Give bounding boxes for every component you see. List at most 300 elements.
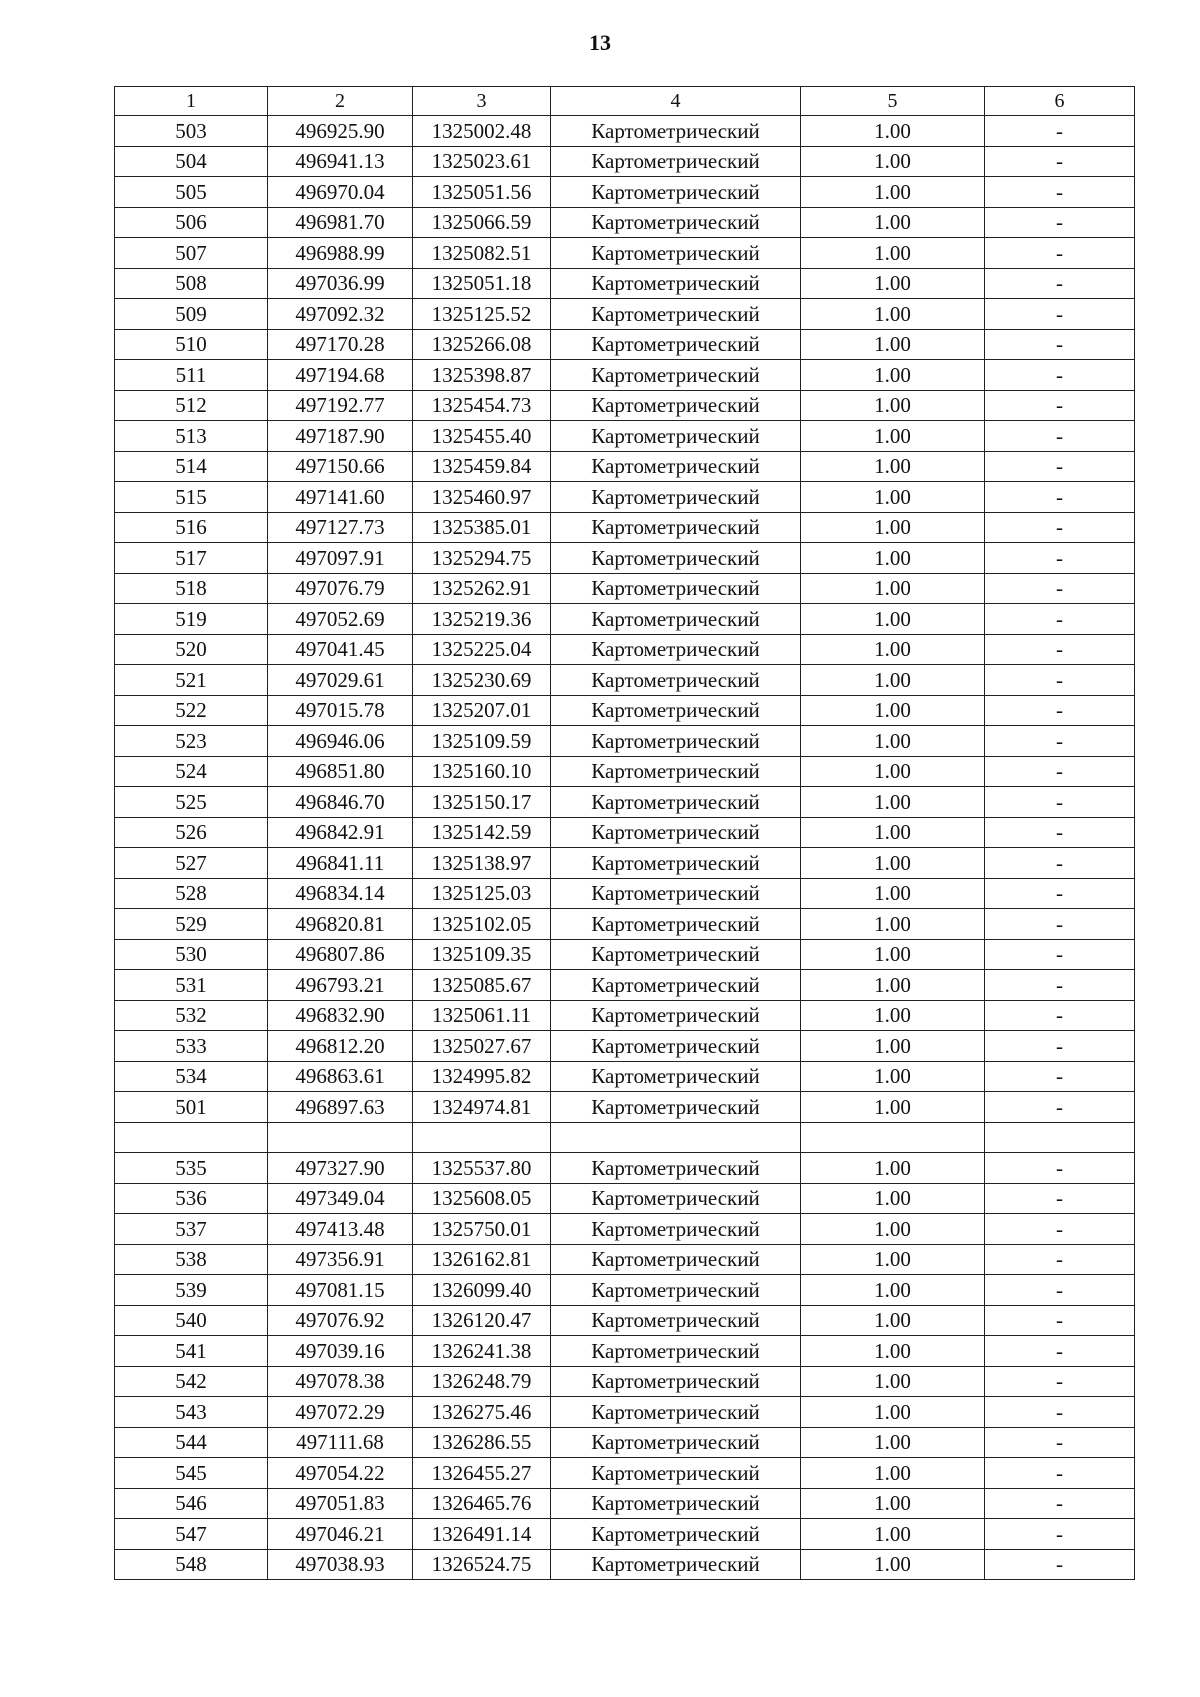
description-cell: - bbox=[985, 1092, 1135, 1123]
y-coordinate-cell: 1325207.01 bbox=[413, 695, 551, 726]
method-cell: Картометрический bbox=[551, 451, 801, 482]
method-cell: Картометрический bbox=[551, 1183, 801, 1214]
y-coordinate-cell: 1325027.67 bbox=[413, 1031, 551, 1062]
description-cell: - bbox=[985, 1183, 1135, 1214]
accuracy-cell: 1.00 bbox=[801, 207, 985, 238]
point-number-cell: 548 bbox=[115, 1549, 268, 1580]
x-coordinate-cell: 497170.28 bbox=[268, 329, 413, 360]
point-number-cell: 510 bbox=[115, 329, 268, 360]
accuracy-cell: 1.00 bbox=[801, 421, 985, 452]
x-coordinate-cell: 496812.20 bbox=[268, 1031, 413, 1062]
accuracy-cell: 1.00 bbox=[801, 1488, 985, 1519]
accuracy-cell: 1.00 bbox=[801, 1000, 985, 1031]
x-coordinate-cell: 496841.11 bbox=[268, 848, 413, 879]
description-cell: - bbox=[985, 1061, 1135, 1092]
description-cell: - bbox=[985, 1275, 1135, 1306]
method-cell: Картометрический bbox=[551, 512, 801, 543]
accuracy-cell: 1.00 bbox=[801, 451, 985, 482]
description-cell: - bbox=[985, 482, 1135, 513]
point-number-cell: 520 bbox=[115, 634, 268, 665]
y-coordinate-cell: 1325051.56 bbox=[413, 177, 551, 208]
method-cell: Картометрический bbox=[551, 1214, 801, 1245]
table-row bbox=[115, 543, 1135, 574]
point-number-cell: 540 bbox=[115, 1305, 268, 1336]
accuracy-cell: 1.00 bbox=[801, 665, 985, 696]
description-cell: - bbox=[985, 878, 1135, 909]
y-coordinate-cell: 1326524.75 bbox=[413, 1549, 551, 1580]
method-cell: Картометрический bbox=[551, 848, 801, 879]
point-number-cell: 508 bbox=[115, 268, 268, 299]
coordinates-table bbox=[114, 86, 1135, 1580]
method-cell: Картометрический bbox=[551, 787, 801, 818]
point-number-cell: 547 bbox=[115, 1519, 268, 1550]
point-number-cell: 503 bbox=[115, 116, 268, 147]
accuracy-cell: 1.00 bbox=[801, 543, 985, 574]
y-coordinate-cell: 1325082.51 bbox=[413, 238, 551, 269]
page-number: 13 bbox=[589, 30, 611, 55]
method-cell: Картометрический bbox=[551, 1397, 801, 1428]
point-number-cell: 525 bbox=[115, 787, 268, 818]
description-cell: - bbox=[985, 360, 1135, 391]
point-number-cell: 530 bbox=[115, 939, 268, 970]
column-header: 2 bbox=[268, 87, 413, 116]
accuracy-cell: 1.00 bbox=[801, 1092, 985, 1123]
point-number-cell: 526 bbox=[115, 817, 268, 848]
description-cell: - bbox=[985, 604, 1135, 635]
table-row bbox=[115, 1061, 1135, 1092]
y-coordinate-cell: 1326491.14 bbox=[413, 1519, 551, 1550]
point-number-cell: 521 bbox=[115, 665, 268, 696]
description-cell: - bbox=[985, 1488, 1135, 1519]
y-coordinate-cell: 1326455.27 bbox=[413, 1458, 551, 1489]
y-coordinate-cell: 1325138.97 bbox=[413, 848, 551, 879]
table-row bbox=[115, 329, 1135, 360]
y-coordinate-cell: 1326120.47 bbox=[413, 1305, 551, 1336]
y-coordinate-cell: 1325398.87 bbox=[413, 360, 551, 391]
description-cell: - bbox=[985, 512, 1135, 543]
table-row bbox=[115, 421, 1135, 452]
x-coordinate-cell: 497192.77 bbox=[268, 390, 413, 421]
y-coordinate-cell: 1324974.81 bbox=[413, 1092, 551, 1123]
description-cell: - bbox=[985, 1214, 1135, 1245]
point-number-cell: 538 bbox=[115, 1244, 268, 1275]
method-cell: Картометрический bbox=[551, 1488, 801, 1519]
y-coordinate-cell: 1325460.97 bbox=[413, 482, 551, 513]
y-coordinate-cell: 1324995.82 bbox=[413, 1061, 551, 1092]
x-coordinate-cell: 496793.21 bbox=[268, 970, 413, 1001]
x-coordinate-cell: 496941.13 bbox=[268, 146, 413, 177]
y-coordinate-cell: 1325102.05 bbox=[413, 909, 551, 940]
accuracy-cell: 1.00 bbox=[801, 146, 985, 177]
accuracy-cell bbox=[801, 1122, 985, 1153]
x-coordinate-cell: 497041.45 bbox=[268, 634, 413, 665]
table-row bbox=[115, 116, 1135, 147]
method-cell: Картометрический bbox=[551, 1000, 801, 1031]
table-header-row bbox=[115, 87, 1135, 116]
table-row bbox=[115, 299, 1135, 330]
table-row bbox=[115, 1549, 1135, 1580]
method-cell: Картометрический bbox=[551, 238, 801, 269]
method-cell: Картометрический bbox=[551, 1519, 801, 1550]
accuracy-cell: 1.00 bbox=[801, 1549, 985, 1580]
point-number-cell: 522 bbox=[115, 695, 268, 726]
method-cell: Картометрический bbox=[551, 146, 801, 177]
accuracy-cell: 1.00 bbox=[801, 756, 985, 787]
y-coordinate-cell: 1325002.48 bbox=[413, 116, 551, 147]
description-cell: - bbox=[985, 329, 1135, 360]
point-number-cell: 524 bbox=[115, 756, 268, 787]
description-cell: - bbox=[985, 146, 1135, 177]
x-coordinate-cell: 497141.60 bbox=[268, 482, 413, 513]
y-coordinate-cell: 1325454.73 bbox=[413, 390, 551, 421]
description-cell: - bbox=[985, 726, 1135, 757]
method-cell: Картометрический bbox=[551, 665, 801, 696]
method-cell bbox=[551, 1122, 801, 1153]
table-row bbox=[115, 756, 1135, 787]
x-coordinate-cell: 496863.61 bbox=[268, 1061, 413, 1092]
accuracy-cell: 1.00 bbox=[801, 573, 985, 604]
y-coordinate-cell: 1325266.08 bbox=[413, 329, 551, 360]
y-coordinate-cell: 1325066.59 bbox=[413, 207, 551, 238]
x-coordinate-cell: 496842.91 bbox=[268, 817, 413, 848]
description-cell: - bbox=[985, 116, 1135, 147]
method-cell: Картометрический bbox=[551, 1275, 801, 1306]
method-cell: Картометрический bbox=[551, 360, 801, 391]
point-number-cell: 539 bbox=[115, 1275, 268, 1306]
y-coordinate-cell: 1325109.59 bbox=[413, 726, 551, 757]
table-row bbox=[115, 1397, 1135, 1428]
method-cell: Картометрический bbox=[551, 817, 801, 848]
accuracy-cell: 1.00 bbox=[801, 116, 985, 147]
method-cell: Картометрический bbox=[551, 421, 801, 452]
table-row bbox=[115, 1000, 1135, 1031]
y-coordinate-cell: 1325608.05 bbox=[413, 1183, 551, 1214]
method-cell: Картометрический bbox=[551, 1458, 801, 1489]
x-coordinate-cell: 497127.73 bbox=[268, 512, 413, 543]
description-cell: - bbox=[985, 1458, 1135, 1489]
point-number-cell: 523 bbox=[115, 726, 268, 757]
y-coordinate-cell: 1325294.75 bbox=[413, 543, 551, 574]
accuracy-cell: 1.00 bbox=[801, 909, 985, 940]
table-row bbox=[115, 1366, 1135, 1397]
accuracy-cell: 1.00 bbox=[801, 1214, 985, 1245]
point-number-cell: 546 bbox=[115, 1488, 268, 1519]
column-header: 6 bbox=[985, 87, 1135, 116]
point-number-cell: 507 bbox=[115, 238, 268, 269]
y-coordinate-cell: 1325125.03 bbox=[413, 878, 551, 909]
description-cell: - bbox=[985, 1305, 1135, 1336]
accuracy-cell: 1.00 bbox=[801, 360, 985, 391]
table-row bbox=[115, 604, 1135, 635]
point-number-cell: 533 bbox=[115, 1031, 268, 1062]
table-row bbox=[115, 1122, 1135, 1153]
accuracy-cell: 1.00 bbox=[801, 1183, 985, 1214]
accuracy-cell: 1.00 bbox=[801, 787, 985, 818]
x-coordinate-cell: 497015.78 bbox=[268, 695, 413, 726]
x-coordinate-cell: 497092.32 bbox=[268, 299, 413, 330]
description-cell: - bbox=[985, 1031, 1135, 1062]
y-coordinate-cell: 1325150.17 bbox=[413, 787, 551, 818]
description-cell: - bbox=[985, 1153, 1135, 1184]
description-cell: - bbox=[985, 177, 1135, 208]
accuracy-cell: 1.00 bbox=[801, 1427, 985, 1458]
point-number-cell: 506 bbox=[115, 207, 268, 238]
table-row bbox=[115, 1336, 1135, 1367]
description-cell bbox=[985, 1122, 1135, 1153]
x-coordinate-cell: 497349.04 bbox=[268, 1183, 413, 1214]
accuracy-cell: 1.00 bbox=[801, 1153, 985, 1184]
x-coordinate-cell: 497036.99 bbox=[268, 268, 413, 299]
x-coordinate-cell: 496851.80 bbox=[268, 756, 413, 787]
x-coordinate-cell: 497046.21 bbox=[268, 1519, 413, 1550]
method-cell: Картометрический bbox=[551, 1305, 801, 1336]
point-number-cell: 541 bbox=[115, 1336, 268, 1367]
accuracy-cell: 1.00 bbox=[801, 634, 985, 665]
table-row bbox=[115, 1183, 1135, 1214]
description-cell: - bbox=[985, 1366, 1135, 1397]
table-row bbox=[115, 1214, 1135, 1245]
method-cell: Картометрический bbox=[551, 756, 801, 787]
point-number-cell: 518 bbox=[115, 573, 268, 604]
point-number-cell: 513 bbox=[115, 421, 268, 452]
method-cell: Картометрический bbox=[551, 177, 801, 208]
description-cell: - bbox=[985, 1244, 1135, 1275]
description-cell: - bbox=[985, 1427, 1135, 1458]
description-cell: - bbox=[985, 1336, 1135, 1367]
x-coordinate-cell: 496946.06 bbox=[268, 726, 413, 757]
x-coordinate-cell: 497039.16 bbox=[268, 1336, 413, 1367]
description-cell: - bbox=[985, 634, 1135, 665]
y-coordinate-cell: 1325225.04 bbox=[413, 634, 551, 665]
accuracy-cell: 1.00 bbox=[801, 817, 985, 848]
accuracy-cell: 1.00 bbox=[801, 512, 985, 543]
point-number-cell: 529 bbox=[115, 909, 268, 940]
method-cell: Картометрический bbox=[551, 116, 801, 147]
method-cell: Картометрический bbox=[551, 299, 801, 330]
x-coordinate-cell: 497052.69 bbox=[268, 604, 413, 635]
point-number-cell: 519 bbox=[115, 604, 268, 635]
description-cell: - bbox=[985, 817, 1135, 848]
table-row bbox=[115, 848, 1135, 879]
method-cell: Картометрический bbox=[551, 1336, 801, 1367]
description-cell: - bbox=[985, 1000, 1135, 1031]
accuracy-cell: 1.00 bbox=[801, 329, 985, 360]
y-coordinate-cell: 1325219.36 bbox=[413, 604, 551, 635]
table-row bbox=[115, 482, 1135, 513]
x-coordinate-cell: 497097.91 bbox=[268, 543, 413, 574]
accuracy-cell: 1.00 bbox=[801, 1305, 985, 1336]
accuracy-cell: 1.00 bbox=[801, 1275, 985, 1306]
table-row bbox=[115, 146, 1135, 177]
description-cell: - bbox=[985, 939, 1135, 970]
y-coordinate-cell: 1325109.35 bbox=[413, 939, 551, 970]
accuracy-cell: 1.00 bbox=[801, 482, 985, 513]
y-coordinate-cell: 1326099.40 bbox=[413, 1275, 551, 1306]
table-row bbox=[115, 695, 1135, 726]
x-coordinate-cell: 497078.38 bbox=[268, 1366, 413, 1397]
table-row bbox=[115, 634, 1135, 665]
description-cell: - bbox=[985, 665, 1135, 696]
table-row bbox=[115, 1153, 1135, 1184]
table-row bbox=[115, 878, 1135, 909]
y-coordinate-cell: 1325125.52 bbox=[413, 299, 551, 330]
accuracy-cell: 1.00 bbox=[801, 878, 985, 909]
table-row bbox=[115, 573, 1135, 604]
x-coordinate-cell: 496897.63 bbox=[268, 1092, 413, 1123]
x-coordinate-cell: 497356.91 bbox=[268, 1244, 413, 1275]
y-coordinate-cell: 1326465.76 bbox=[413, 1488, 551, 1519]
point-number-cell: 511 bbox=[115, 360, 268, 391]
accuracy-cell: 1.00 bbox=[801, 1031, 985, 1062]
point-number-cell: 543 bbox=[115, 1397, 268, 1428]
description-cell: - bbox=[985, 238, 1135, 269]
description-cell: - bbox=[985, 1397, 1135, 1428]
method-cell: Картометрический bbox=[551, 1549, 801, 1580]
point-number-cell: 528 bbox=[115, 878, 268, 909]
y-coordinate-cell: 1326248.79 bbox=[413, 1366, 551, 1397]
method-cell: Картометрический bbox=[551, 573, 801, 604]
point-number-cell: 535 bbox=[115, 1153, 268, 1184]
y-coordinate-cell: 1325537.80 bbox=[413, 1153, 551, 1184]
point-number-cell: 515 bbox=[115, 482, 268, 513]
accuracy-cell: 1.00 bbox=[801, 1458, 985, 1489]
method-cell: Картометрический bbox=[551, 1244, 801, 1275]
table-row bbox=[115, 512, 1135, 543]
table-row bbox=[115, 451, 1135, 482]
point-number-cell: 537 bbox=[115, 1214, 268, 1245]
y-coordinate-cell: 1326241.38 bbox=[413, 1336, 551, 1367]
accuracy-cell: 1.00 bbox=[801, 299, 985, 330]
y-coordinate-cell: 1325142.59 bbox=[413, 817, 551, 848]
x-coordinate-cell: 496834.14 bbox=[268, 878, 413, 909]
description-cell: - bbox=[985, 970, 1135, 1001]
column-header: 3 bbox=[413, 87, 551, 116]
method-cell: Картометрический bbox=[551, 695, 801, 726]
column-header: 5 bbox=[801, 87, 985, 116]
table-row bbox=[115, 726, 1135, 757]
accuracy-cell: 1.00 bbox=[801, 939, 985, 970]
accuracy-cell: 1.00 bbox=[801, 268, 985, 299]
table-row bbox=[115, 939, 1135, 970]
point-number-cell: 527 bbox=[115, 848, 268, 879]
accuracy-cell: 1.00 bbox=[801, 1244, 985, 1275]
y-coordinate-cell: 1325023.61 bbox=[413, 146, 551, 177]
description-cell: - bbox=[985, 695, 1135, 726]
description-cell: - bbox=[985, 390, 1135, 421]
accuracy-cell: 1.00 bbox=[801, 177, 985, 208]
point-number-cell bbox=[115, 1122, 268, 1153]
table-row bbox=[115, 1427, 1135, 1458]
table-row bbox=[115, 1488, 1135, 1519]
method-cell: Картометрический bbox=[551, 1366, 801, 1397]
y-coordinate-cell: 1325262.91 bbox=[413, 573, 551, 604]
table-row bbox=[115, 1458, 1135, 1489]
point-number-cell: 501 bbox=[115, 1092, 268, 1123]
point-number-cell: 504 bbox=[115, 146, 268, 177]
point-number-cell: 544 bbox=[115, 1427, 268, 1458]
y-coordinate-cell: 1325455.40 bbox=[413, 421, 551, 452]
x-coordinate-cell: 496970.04 bbox=[268, 177, 413, 208]
table-row bbox=[115, 1275, 1135, 1306]
point-number-cell: 536 bbox=[115, 1183, 268, 1214]
description-cell: - bbox=[985, 207, 1135, 238]
x-coordinate-cell: 496820.81 bbox=[268, 909, 413, 940]
method-cell: Картометрический bbox=[551, 543, 801, 574]
y-coordinate-cell: 1325051.18 bbox=[413, 268, 551, 299]
y-coordinate-cell: 1326286.55 bbox=[413, 1427, 551, 1458]
method-cell: Картометрический bbox=[551, 1092, 801, 1123]
column-header: 1 bbox=[115, 87, 268, 116]
method-cell: Картометрический bbox=[551, 1153, 801, 1184]
accuracy-cell: 1.00 bbox=[801, 1519, 985, 1550]
y-coordinate-cell: 1325459.84 bbox=[413, 451, 551, 482]
accuracy-cell: 1.00 bbox=[801, 970, 985, 1001]
table-row bbox=[115, 1519, 1135, 1550]
method-cell: Картометрический bbox=[551, 1427, 801, 1458]
accuracy-cell: 1.00 bbox=[801, 1336, 985, 1367]
point-number-cell: 512 bbox=[115, 390, 268, 421]
description-cell: - bbox=[985, 909, 1135, 940]
x-coordinate-cell: 497187.90 bbox=[268, 421, 413, 452]
table-row bbox=[115, 1031, 1135, 1062]
x-coordinate-cell: 496988.99 bbox=[268, 238, 413, 269]
accuracy-cell: 1.00 bbox=[801, 848, 985, 879]
x-coordinate-cell: 497076.79 bbox=[268, 573, 413, 604]
description-cell: - bbox=[985, 299, 1135, 330]
x-coordinate-cell: 496807.86 bbox=[268, 939, 413, 970]
method-cell: Картометрический bbox=[551, 268, 801, 299]
description-cell: - bbox=[985, 848, 1135, 879]
point-number-cell: 532 bbox=[115, 1000, 268, 1031]
table-row bbox=[115, 909, 1135, 940]
table-row bbox=[115, 1092, 1135, 1123]
x-coordinate-cell bbox=[268, 1122, 413, 1153]
table-row bbox=[115, 787, 1135, 818]
x-coordinate-cell: 496846.70 bbox=[268, 787, 413, 818]
x-coordinate-cell: 497076.92 bbox=[268, 1305, 413, 1336]
method-cell: Картометрический bbox=[551, 726, 801, 757]
method-cell: Картометрический bbox=[551, 1031, 801, 1062]
x-coordinate-cell: 496925.90 bbox=[268, 116, 413, 147]
description-cell: - bbox=[985, 573, 1135, 604]
x-coordinate-cell: 497054.22 bbox=[268, 1458, 413, 1489]
accuracy-cell: 1.00 bbox=[801, 1397, 985, 1428]
accuracy-cell: 1.00 bbox=[801, 726, 985, 757]
accuracy-cell: 1.00 bbox=[801, 390, 985, 421]
x-coordinate-cell: 497111.68 bbox=[268, 1427, 413, 1458]
y-coordinate-cell: 1325160.10 bbox=[413, 756, 551, 787]
y-coordinate-cell: 1325061.11 bbox=[413, 1000, 551, 1031]
y-coordinate-cell bbox=[413, 1122, 551, 1153]
point-number-cell: 534 bbox=[115, 1061, 268, 1092]
table-row bbox=[115, 360, 1135, 391]
description-cell: - bbox=[985, 421, 1135, 452]
table-row bbox=[115, 665, 1135, 696]
table-row bbox=[115, 207, 1135, 238]
accuracy-cell: 1.00 bbox=[801, 604, 985, 635]
point-number-cell: 545 bbox=[115, 1458, 268, 1489]
x-coordinate-cell: 497038.93 bbox=[268, 1549, 413, 1580]
y-coordinate-cell: 1325385.01 bbox=[413, 512, 551, 543]
table-body bbox=[115, 116, 1135, 1580]
column-header: 4 bbox=[551, 87, 801, 116]
point-number-cell: 531 bbox=[115, 970, 268, 1001]
x-coordinate-cell: 497413.48 bbox=[268, 1214, 413, 1245]
method-cell: Картометрический bbox=[551, 878, 801, 909]
y-coordinate-cell: 1325230.69 bbox=[413, 665, 551, 696]
table-row bbox=[115, 817, 1135, 848]
table-row bbox=[115, 1305, 1135, 1336]
